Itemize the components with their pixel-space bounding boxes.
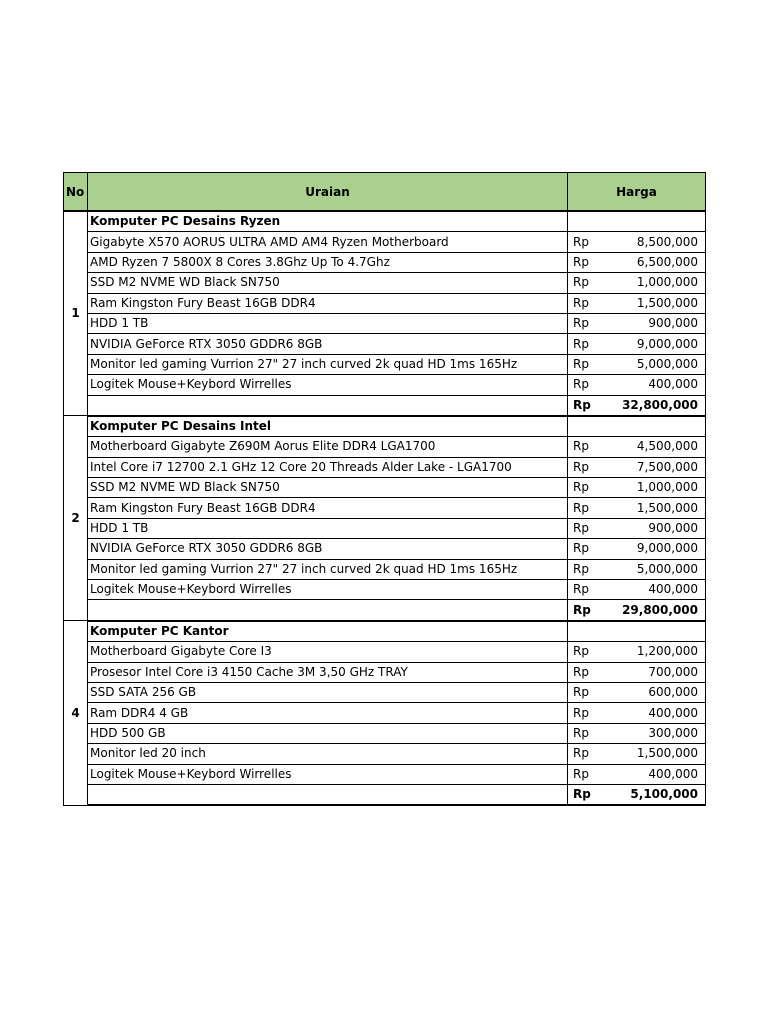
empty-price-cell xyxy=(568,211,706,232)
header-row xyxy=(64,173,706,212)
currency-label: Rp xyxy=(568,764,612,784)
table-row xyxy=(64,313,706,333)
currency-label: Rp xyxy=(568,354,612,374)
group-number: 4 xyxy=(64,621,88,806)
item-price: 7,500,000 xyxy=(612,457,706,477)
group-title-row xyxy=(64,621,706,642)
table-row xyxy=(64,662,706,682)
item-description: Ram DDR4 4 GB xyxy=(88,703,568,723)
currency-label: Rp xyxy=(568,703,612,723)
item-description: NVIDIA GeForce RTX 3050 GDDR6 8GB xyxy=(88,334,568,354)
table-row xyxy=(64,334,706,354)
currency-label: Rp xyxy=(568,498,612,518)
item-description: Monitor led gaming Vurrion 27" 27 inch curved 2k quad HD 1ms 165Hz xyxy=(88,559,568,579)
table-row xyxy=(64,580,706,600)
currency-label: Rp xyxy=(568,580,612,600)
currency-label: Rp xyxy=(568,642,612,662)
group-number: 2 xyxy=(64,416,88,621)
item-description: Logitek Mouse+Keybord Wirrelles xyxy=(88,580,568,600)
currency-label: Rp xyxy=(568,539,612,559)
item-description: Intel Core i7 12700 2.1 GHz 12 Core 20 Threads Alder Lake - LGA1700 xyxy=(88,457,568,477)
item-description: SSD M2 NVME WD Black SN750 xyxy=(88,478,568,498)
item-description: Ram Kingston Fury Beast 16GB DDR4 xyxy=(88,498,568,518)
table-row xyxy=(64,354,706,374)
group-total: 29,800,000 xyxy=(612,600,706,621)
currency-label: Rp xyxy=(568,682,612,702)
currency-label: Rp xyxy=(568,600,612,621)
currency-label: Rp xyxy=(568,232,612,252)
header-harga: Harga xyxy=(568,173,706,212)
currency-label: Rp xyxy=(568,375,612,395)
table-body xyxy=(64,211,706,805)
table-row xyxy=(64,232,706,252)
item-price: 6,500,000 xyxy=(612,252,706,272)
currency-label: Rp xyxy=(568,293,612,313)
currency-label: Rp xyxy=(568,723,612,743)
currency-label: Rp xyxy=(568,457,612,477)
item-description: HDD 1 TB xyxy=(88,313,568,333)
table-row xyxy=(64,518,706,538)
item-price: 4,500,000 xyxy=(612,437,706,457)
item-description: Prosesor Intel Core i3 4150 Cache 3M 3,50 GHz TRAY xyxy=(88,662,568,682)
price-table xyxy=(63,172,706,806)
item-description: Motherboard Gigabyte Z690M Aorus Elite DDR4 LGA1700 xyxy=(88,437,568,457)
table-row xyxy=(64,723,706,743)
item-description: Monitor led 20 inch xyxy=(88,744,568,764)
group-title-row xyxy=(64,211,706,232)
item-description: HDD 500 GB xyxy=(88,723,568,743)
total-label-empty xyxy=(88,395,568,416)
item-price: 1,500,000 xyxy=(612,293,706,313)
header-no: No xyxy=(64,173,88,212)
currency-label: Rp xyxy=(568,662,612,682)
table-row xyxy=(64,682,706,702)
currency-label: Rp xyxy=(568,559,612,579)
item-price: 400,000 xyxy=(612,764,706,784)
table-row xyxy=(64,764,706,784)
item-price: 9,000,000 xyxy=(612,539,706,559)
currency-label: Rp xyxy=(568,395,612,416)
empty-price-cell xyxy=(568,416,706,437)
table-row xyxy=(64,703,706,723)
item-price: 400,000 xyxy=(612,703,706,723)
table-row xyxy=(64,642,706,662)
item-description: SSD SATA 256 GB xyxy=(88,682,568,702)
item-description: AMD Ryzen 7 5800X 8 Cores 3.8Ghz Up To 4.7Ghz xyxy=(88,252,568,272)
total-label-empty xyxy=(88,784,568,805)
item-price: 600,000 xyxy=(612,682,706,702)
item-description: Logitek Mouse+Keybord Wirrelles xyxy=(88,764,568,784)
item-description: SSD M2 NVME WD Black SN750 xyxy=(88,273,568,293)
table-row xyxy=(64,375,706,395)
table-row xyxy=(64,252,706,272)
item-price: 700,000 xyxy=(612,662,706,682)
item-price: 1,000,000 xyxy=(612,273,706,293)
item-description: NVIDIA GeForce RTX 3050 GDDR6 8GB xyxy=(88,539,568,559)
item-description: Ram Kingston Fury Beast 16GB DDR4 xyxy=(88,293,568,313)
table-row xyxy=(64,539,706,559)
table-row xyxy=(64,498,706,518)
currency-label: Rp xyxy=(568,784,612,805)
currency-label: Rp xyxy=(568,518,612,538)
empty-price-cell xyxy=(568,621,706,642)
item-price: 5,000,000 xyxy=(612,559,706,579)
currency-label: Rp xyxy=(568,273,612,293)
item-price: 8,500,000 xyxy=(612,232,706,252)
item-description: HDD 1 TB xyxy=(88,518,568,538)
table-row xyxy=(64,273,706,293)
total-row xyxy=(64,600,706,621)
item-price: 900,000 xyxy=(612,313,706,333)
item-description: Motherboard Gigabyte Core I3 xyxy=(88,642,568,662)
currency-label: Rp xyxy=(568,478,612,498)
group-number: 1 xyxy=(64,211,88,416)
item-price: 5,000,000 xyxy=(612,354,706,374)
total-row xyxy=(64,395,706,416)
group-title-row xyxy=(64,416,706,437)
group-total: 32,800,000 xyxy=(612,395,706,416)
table-row xyxy=(64,457,706,477)
item-price: 300,000 xyxy=(612,723,706,743)
group-title: Komputer PC Kantor xyxy=(88,621,568,642)
header-uraian: Uraian xyxy=(88,173,568,212)
currency-label: Rp xyxy=(568,437,612,457)
currency-label: Rp xyxy=(568,334,612,354)
item-price: 1,500,000 xyxy=(612,498,706,518)
table-row xyxy=(64,478,706,498)
currency-label: Rp xyxy=(568,313,612,333)
group-title: Komputer PC Desains Ryzen xyxy=(88,211,568,232)
table-row xyxy=(64,293,706,313)
currency-label: Rp xyxy=(568,744,612,764)
item-price: 400,000 xyxy=(612,375,706,395)
item-description: Logitek Mouse+Keybord Wirrelles xyxy=(88,375,568,395)
group-title: Komputer PC Desains Intel xyxy=(88,416,568,437)
item-price: 1,200,000 xyxy=(612,642,706,662)
item-price: 400,000 xyxy=(612,580,706,600)
item-price: 900,000 xyxy=(612,518,706,538)
item-price: 1,000,000 xyxy=(612,478,706,498)
total-label-empty xyxy=(88,600,568,621)
item-description: Gigabyte X570 AORUS ULTRA AMD AM4 Ryzen Motherboard xyxy=(88,232,568,252)
table-row xyxy=(64,437,706,457)
table-row xyxy=(64,744,706,764)
group-total: 5,100,000 xyxy=(612,784,706,805)
table-row xyxy=(64,559,706,579)
item-price: 9,000,000 xyxy=(612,334,706,354)
total-row xyxy=(64,784,706,805)
currency-label: Rp xyxy=(568,252,612,272)
item-price: 1,500,000 xyxy=(612,744,706,764)
item-description: Monitor led gaming Vurrion 27" 27 inch curved 2k quad HD 1ms 165Hz xyxy=(88,354,568,374)
